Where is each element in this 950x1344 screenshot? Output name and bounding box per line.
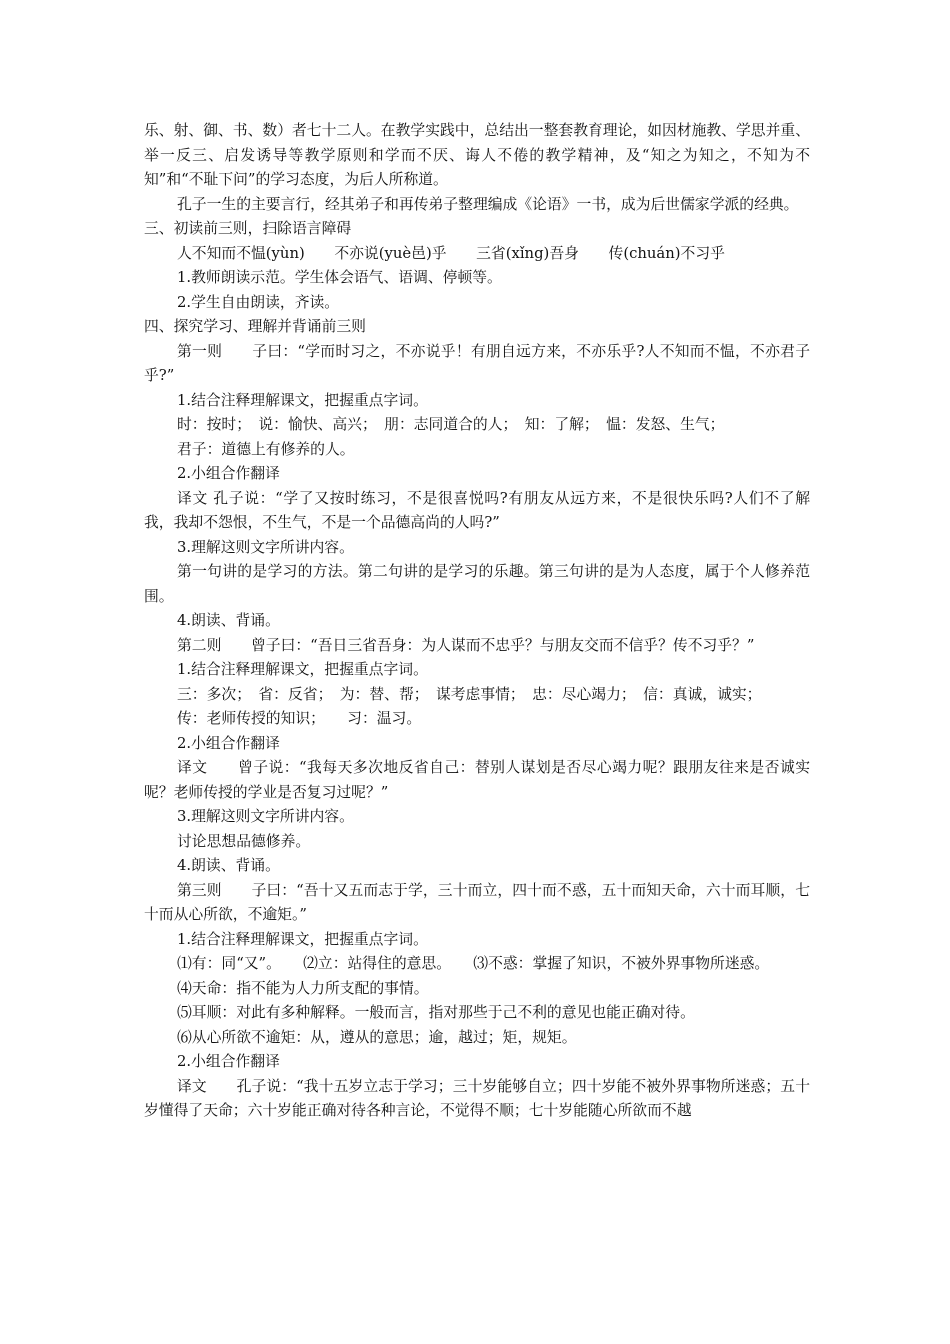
vocabulary-line: 三：多次； 省：反省； 为：替、帮； 谋考虑事情； 忠：尽心竭力； 信：真诚，诚实； xyxy=(177,685,762,703)
paragraph: 孔子一生的主要言行，经其弟子和再传弟子整理编成《论语》一书，成为后世儒家学派的经典。 xyxy=(177,195,799,213)
paragraph: 1.结合注释理解课文，把握重点字词。 xyxy=(177,661,428,678)
section-heading: 四、探究学习、理解并背诵前三则 xyxy=(144,318,366,335)
vocabulary-line: ⑹从心所欲不逾矩：从，遵从的意思；逾，越过；矩，规矩。 xyxy=(177,1028,577,1046)
translation: 译文 孔子说：“学了又按时练习，不是很喜悦吗?有朋友从远方来，不是很快乐吗?人们不了解我，我却不怨恨，不生气，不是一个品德高尚的人吗?” xyxy=(144,489,810,531)
paragraph: 乐、射、御、书、数）者七十二人。在教学实践中，总结出一整套教育理论，如因材施教、学思并重、举一反三、启发诱导等教学原则和学而不厌、诲人不倦的教学精神，及“知之为知之，不知为不知”和“不耻下问”的学习态度，为后人所称道。 xyxy=(144,122,810,188)
passage-quote: 第一则 子曰：“学而时习之，不亦说乎！有朋自远方来，不亦乐乎?人不知而不愠，不亦君子乎?” xyxy=(144,342,810,384)
document-page xyxy=(144,119,810,1124)
paragraph: 1.结合注释理解课文，把握重点字词。 xyxy=(177,391,428,409)
translation: 译文 孔子说：“我十五岁立志于学习；三十岁能够自立；四十岁能不被外界事物所迷惑；五十岁懂得了天命；六十岁能正确对待各种言论，不觉得不顺；七十岁能随心所欲而不越 xyxy=(144,1077,810,1119)
paragraph: 3.理解这则文字所讲内容。 xyxy=(177,808,354,825)
vocabulary-line: ⑷天命：指不能为人力所支配的事情。 xyxy=(177,979,429,997)
pronunciation-line: 人不知而不愠(yùn) 不亦说(yuè邑)乎 三省(xǐng)吾身 传(chuán)不习乎 xyxy=(177,244,725,262)
paragraph: 2.小组合作翻译 xyxy=(177,734,280,752)
section-heading: 三、初读前三则，扫除语言障碍 xyxy=(144,220,352,237)
vocabulary-line: ⑸耳顺：对此有多种解释。一般而言，指对那些于己不利的意见也能正确对待。 xyxy=(177,1004,695,1021)
paragraph: 1.结合注释理解课文，把握重点字词。 xyxy=(177,930,428,948)
vocabulary-line: 传：老师传授的知识； 习：温习。 xyxy=(177,710,422,727)
paragraph: 讨论思想品德修养。 xyxy=(177,832,311,850)
paragraph: 3.理解这则文字所讲内容。 xyxy=(177,538,354,556)
vocabulary-line: 君子：道德上有修养的人。 xyxy=(177,440,355,458)
paragraph: 1.教师朗读示范。学生体会语气、语调、停顿等。 xyxy=(177,269,502,286)
paragraph: 2.小组合作翻译 xyxy=(177,465,280,482)
vocabulary-line: ⑴有：同“又”。 ⑵立：站得住的意思。 ⑶不惑：掌握了知识，不被外界事物所迷惑。 xyxy=(177,955,770,972)
paragraph: 4.朗读、背诵。 xyxy=(177,857,280,874)
paragraph: 2.小组合作翻译 xyxy=(177,1053,280,1070)
vocabulary-line: 时：按时； 说：愉快、高兴； 朋：志同道合的人； 知：了解； 愠：发怒、生气； xyxy=(177,416,725,433)
translation: 译文 曾子说：“我每天多次地反省自己：替别人谋划是否尽心竭力呢？跟朋友往来是否诚实呢？老师传授的学业是否复习过呢？” xyxy=(144,759,810,801)
paragraph: 第一句讲的是学习的方法。第二句讲的是学习的乐趣。第三句讲的是为人态度，属于个人修养范围。 xyxy=(144,563,810,605)
passage-quote: 第二则 曾子曰：“吾日三省吾身：为人谋而不忠乎？与朋友交而不信乎？传不习乎？” xyxy=(177,636,755,654)
paragraph: 2.学生自由朗读，齐读。 xyxy=(177,293,340,311)
paragraph: 4.朗读、背诵。 xyxy=(177,612,280,629)
passage-quote: 第三则 子曰：“吾十又五而志于学，三十而立，四十而不惑，五十而知天命，六十而耳顺，七十而从心所欲，不逾矩。” xyxy=(144,881,810,923)
